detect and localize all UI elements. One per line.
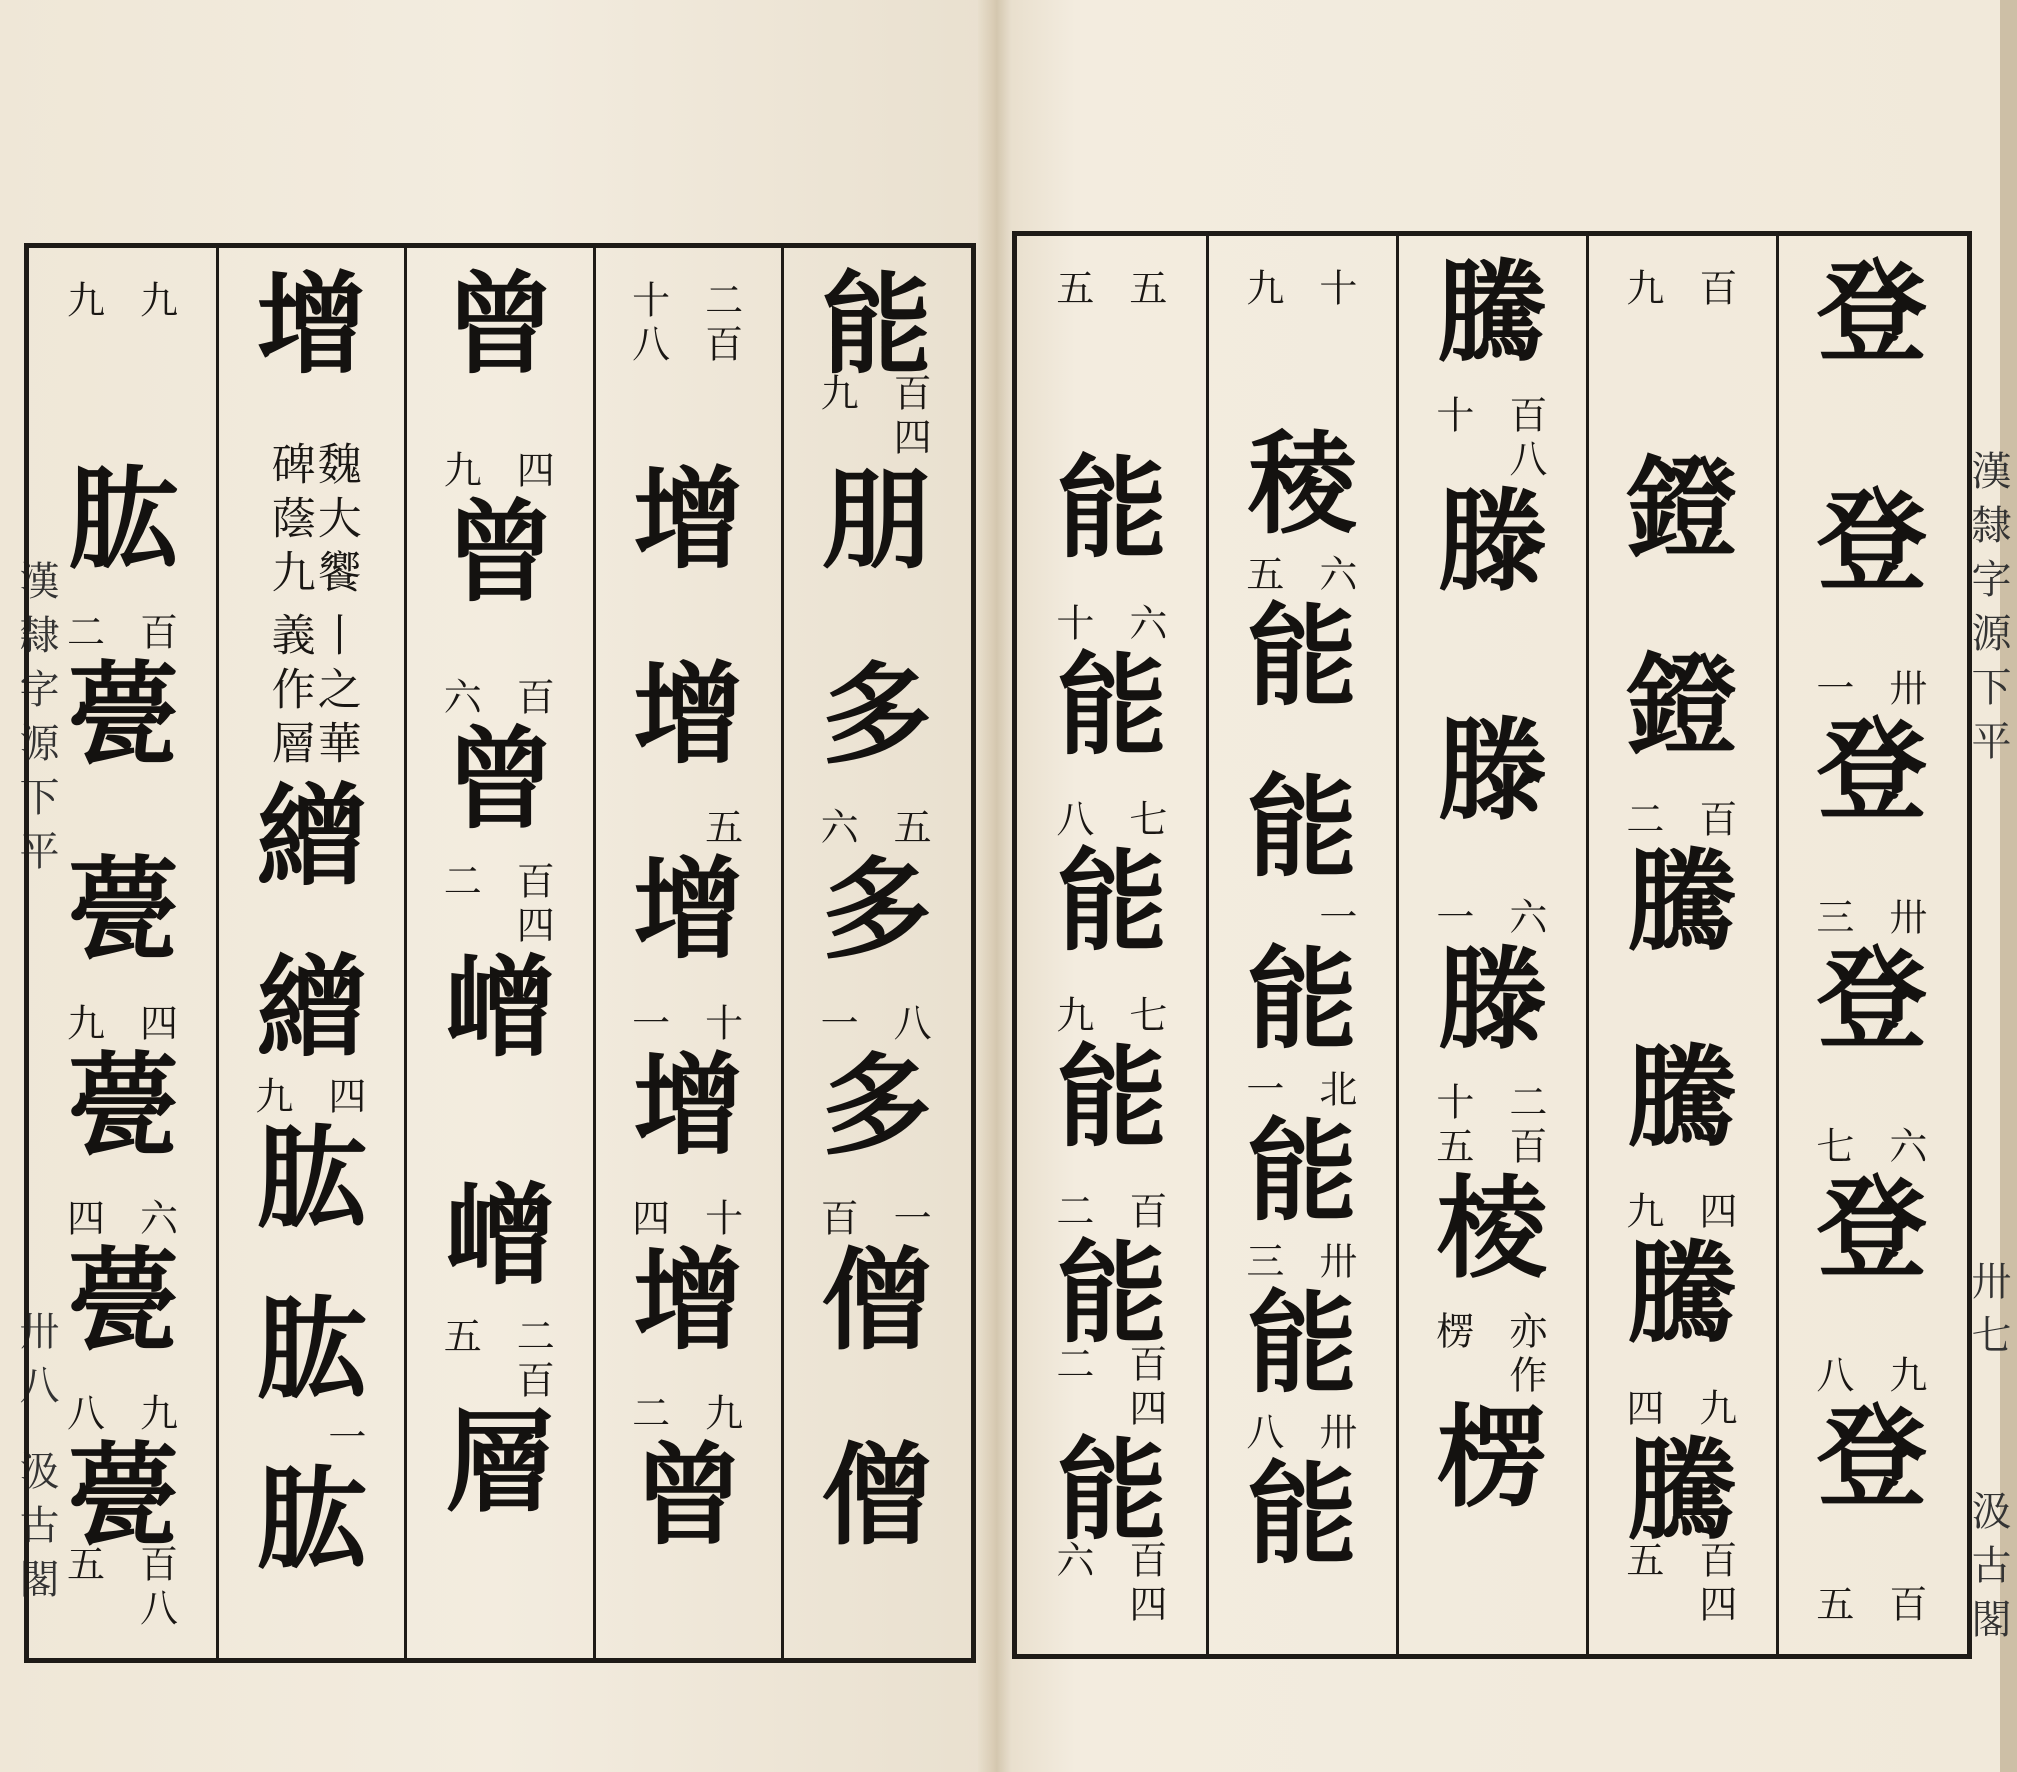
- entry: [406, 943, 594, 1181]
- annotation-text: 四: [1619, 1387, 1664, 1432]
- annotation-text: 六: [1502, 897, 1547, 941]
- entry: [1587, 258, 1777, 454]
- text-column: [406, 260, 594, 1636]
- glyph-character: 能: [1057, 836, 1167, 966]
- entry: [217, 1113, 405, 1295]
- entry: [783, 845, 971, 1050]
- source-annotation: [432, 1316, 560, 1404]
- annotation-text: 九: [698, 1392, 743, 1437]
- annotation-text: 二: [60, 612, 105, 657]
- glyph-character: 增: [256, 260, 367, 389]
- glyph-character: 增: [633, 455, 744, 585]
- source-annotation: [1045, 603, 1173, 647]
- annotation-text: 卅: [1882, 897, 1927, 941]
- annotation-text: 百四: [1122, 1343, 1167, 1432]
- glyph-character: 肱: [256, 1284, 367, 1414]
- entry: [1587, 836, 1777, 1043]
- glyph-character: 能: [1247, 1278, 1357, 1408]
- annotation-text: 五: [887, 807, 932, 852]
- glyph-character: 曾: [444, 487, 555, 617]
- annotation-text: 一: [1239, 1068, 1284, 1113]
- left-publisher: 汲古閣: [13, 1450, 59, 1612]
- source-annotation: [1235, 1241, 1363, 1285]
- glyph-character: 登: [1817, 477, 1927, 606]
- annotation-text: 百四: [510, 860, 555, 949]
- annotation-text: 八: [1809, 1355, 1854, 1399]
- entry: [783, 260, 971, 465]
- annotation-text: 六: [1312, 553, 1357, 598]
- annotation-text: 五: [1809, 1584, 1854, 1628]
- annotation-text: 六: [133, 1197, 178, 1242]
- entry: [783, 650, 971, 855]
- glyph-character: 增: [633, 1235, 744, 1365]
- source-annotation: [1425, 1082, 1553, 1170]
- annotation-text: 一: [887, 1197, 932, 1242]
- entry: [1587, 1033, 1777, 1239]
- source-annotation: [55, 1544, 183, 1632]
- entry: [594, 650, 782, 855]
- entry: [217, 772, 405, 953]
- entry: [1587, 1425, 1777, 1632]
- left-folio: 卅八: [13, 1310, 59, 1418]
- source-annotation: [1425, 395, 1553, 483]
- annotation-text: 十: [1049, 602, 1094, 647]
- annotation-text: 百: [814, 1197, 859, 1242]
- left-page-frame: [24, 243, 976, 1663]
- annotation-text: 三: [1239, 1240, 1284, 1285]
- annotation-text: 百: [510, 677, 555, 722]
- entry: [1777, 935, 1967, 1174]
- glyph-character: 多: [821, 1040, 932, 1170]
- entry: [594, 1235, 782, 1441]
- annotation-text: 七: [1809, 1126, 1854, 1170]
- glyph-character: 肱: [256, 1113, 367, 1243]
- annotation-text: 百: [133, 612, 178, 657]
- glyph-character: 能: [1247, 1106, 1357, 1236]
- text-column: [1397, 248, 1587, 1632]
- entry: [1017, 444, 1207, 650]
- entry: [1777, 1393, 1967, 1632]
- annotation-text: 九: [1619, 268, 1664, 312]
- annotation-text: 四: [321, 1075, 366, 1120]
- entry: [1017, 836, 1207, 1043]
- annotation-text: 一: [1312, 897, 1357, 941]
- glyph-character: 騰: [1627, 1425, 1737, 1555]
- glyph-character: 稜: [1247, 419, 1357, 549]
- annotation-text: 四: [133, 1002, 178, 1047]
- entry: [406, 1398, 594, 1636]
- source-annotation: [809, 373, 937, 461]
- entry: [594, 845, 782, 1050]
- glyph-character: 登: [1817, 1393, 1927, 1522]
- annotation-text: 二: [437, 860, 482, 905]
- annotation-text: 十: [698, 1002, 743, 1047]
- annotation-text: 四: [60, 1197, 105, 1242]
- glyph-character: 能: [1247, 763, 1357, 893]
- glyph-character: 鐙: [1627, 640, 1737, 770]
- annotation-text: 七: [1122, 798, 1167, 843]
- entry: [1017, 1425, 1207, 1632]
- entry: [1207, 1106, 1397, 1289]
- annotation-text: 九: [1619, 1191, 1664, 1236]
- annotation-text: 二: [1049, 1191, 1094, 1236]
- text-column: [783, 260, 971, 1636]
- glyph-character: 曾: [444, 715, 555, 845]
- text-column: [1777, 248, 1967, 1632]
- glyph-character: 騰: [1627, 1229, 1737, 1359]
- annotation-text: 一: [321, 1417, 366, 1462]
- annotation-text: 百八: [1502, 395, 1547, 483]
- glyph-character: 繒: [256, 772, 367, 902]
- entry: [1017, 258, 1207, 454]
- glyph-character: 滕: [1437, 706, 1547, 835]
- annotation-text: 五: [60, 1543, 105, 1588]
- entry: [1777, 477, 1967, 716]
- glyph-character: 朋: [821, 455, 932, 585]
- entry: [29, 650, 217, 855]
- annotation-text: 四: [510, 449, 555, 494]
- entry: [594, 1430, 782, 1636]
- glyph-character: 肱: [68, 455, 179, 585]
- annotation-text: 百八: [133, 1543, 178, 1632]
- glyph-character: 僧: [821, 1235, 932, 1365]
- entry: [1207, 763, 1397, 945]
- glyph-character: 增: [633, 845, 744, 975]
- source-annotation: [1615, 1540, 1743, 1628]
- glyph-character: 騰: [1437, 248, 1547, 377]
- annotation-text: 六: [1049, 1539, 1094, 1584]
- entry: [217, 1284, 405, 1466]
- source-annotation: [621, 1003, 749, 1047]
- annotation-text: 百: [1692, 268, 1737, 312]
- entry: [217, 441, 405, 612]
- annotation-text: 五: [1122, 268, 1167, 312]
- glyph-character: 能: [821, 260, 932, 389]
- entry: [1397, 1393, 1587, 1632]
- annotation-text: 九: [1882, 1355, 1927, 1399]
- annotation-text: 九: [1692, 1387, 1737, 1432]
- glyph-character: 登: [1817, 1164, 1927, 1293]
- right-page-frame: [1012, 231, 1972, 1659]
- annotation-text: 十八: [625, 280, 670, 368]
- source-annotation: [809, 1003, 937, 1047]
- glyph-character: 肱: [256, 1455, 367, 1585]
- entry: [1587, 444, 1777, 650]
- annotation-text: 百: [1692, 798, 1737, 843]
- glyph-character: 嶒: [444, 943, 555, 1072]
- annotation-text: 七: [1122, 995, 1167, 1040]
- glyph-character: 甍: [68, 845, 179, 975]
- glyph-character: 鐙: [1627, 444, 1737, 574]
- glyph-character: 能: [1057, 1229, 1167, 1359]
- glyph-character: 登: [1817, 935, 1927, 1064]
- entry: [1777, 1164, 1967, 1403]
- annotation-text: 百: [1122, 1191, 1167, 1236]
- book-gutter: [978, 0, 1012, 1772]
- annotation-text: 九: [248, 1075, 293, 1120]
- source-annotation: [55, 1003, 183, 1047]
- annotation-text: 百四: [887, 373, 932, 462]
- entry: [1207, 591, 1397, 774]
- annotation-text: 六: [814, 807, 859, 852]
- annotation-text: 二: [1049, 1343, 1094, 1388]
- annotation-text: 二百: [510, 1316, 555, 1405]
- annotation-text: 一: [1429, 897, 1474, 941]
- annotation-text: 四: [625, 1197, 670, 1242]
- entry: [1207, 1278, 1397, 1461]
- annotation-text: 百四: [1692, 1539, 1737, 1628]
- annotation-text: 六: [437, 677, 482, 722]
- entry: [29, 455, 217, 660]
- annotation-text: 一: [1809, 668, 1854, 712]
- annotation-text: 六: [1882, 1126, 1927, 1170]
- glyph-character: 能: [1057, 444, 1167, 574]
- annotation-text: 五: [437, 1316, 482, 1361]
- text-column: [1017, 258, 1207, 1632]
- annotation-text: 九: [60, 280, 105, 324]
- entry: [406, 487, 594, 726]
- glyph-character: 能: [1057, 1033, 1167, 1163]
- glyph-character: 多: [821, 845, 932, 975]
- annotation-text: 卅: [1312, 1240, 1357, 1285]
- right-margin-title: 漢隸字源下平: [1965, 450, 2011, 774]
- entry: [783, 1040, 971, 1246]
- glyph-character: 登: [1817, 706, 1927, 835]
- annotation-text: 卅: [1312, 1412, 1357, 1457]
- glyph-character: 能: [1057, 1425, 1167, 1555]
- entry: [406, 715, 594, 953]
- entry: [1397, 248, 1587, 487]
- entry: [1207, 258, 1397, 430]
- entry: [29, 1430, 217, 1636]
- glyph-character: 增: [633, 650, 744, 780]
- glyph-character: 多: [821, 650, 932, 780]
- annotation-text: 五: [698, 807, 743, 852]
- annotation-text: 九: [1239, 268, 1284, 312]
- annotation-text: 四: [1692, 1191, 1737, 1236]
- glyph-character: 曾: [633, 1430, 744, 1560]
- entry: [1587, 640, 1777, 847]
- entry: [1397, 1164, 1587, 1403]
- glyph-character: 繒: [256, 943, 367, 1072]
- entry: [1397, 706, 1587, 945]
- entry: [29, 1235, 217, 1441]
- annotation-text: 五: [1049, 268, 1094, 312]
- right-publisher: 汲古閣: [1965, 1490, 2011, 1652]
- source-annotation: [1235, 268, 1363, 312]
- entry: [1397, 935, 1587, 1174]
- annotation-text: 三: [1809, 897, 1854, 941]
- annotation-text: 八: [1239, 1412, 1284, 1457]
- text-column: [594, 270, 782, 1636]
- note-text: 丨之華義作層: [263, 611, 361, 774]
- entry: [217, 1455, 405, 1636]
- entry: [1397, 477, 1587, 716]
- annotation-text: 楞: [1429, 1311, 1474, 1355]
- annotation-text: 十: [1429, 395, 1474, 439]
- source-annotation: [1045, 1540, 1173, 1628]
- annotation-text: 八: [887, 1002, 932, 1047]
- annotation-text: 百四: [1122, 1539, 1167, 1628]
- entry: [1207, 419, 1397, 602]
- annotation-text: 百: [1882, 1584, 1927, 1628]
- note-text: 魏大饗碑蔭九: [263, 440, 361, 603]
- annotation-text: 九: [814, 373, 859, 418]
- annotation-text: 十五: [1429, 1082, 1474, 1170]
- text-column: [217, 260, 405, 1636]
- annotation-text: 五: [1619, 1539, 1664, 1584]
- glyph-character: 滕: [1437, 477, 1547, 606]
- source-annotation: [432, 861, 560, 949]
- glyph-character: 嶒: [444, 1170, 555, 1300]
- source-annotation: [1805, 1584, 1933, 1628]
- entry: [1777, 248, 1967, 487]
- glyph-character: 登: [1817, 248, 1927, 377]
- entry: [1207, 1450, 1397, 1632]
- entry: [783, 1235, 971, 1441]
- glyph-character: 能: [1057, 640, 1167, 770]
- entry: [594, 455, 782, 660]
- glyph-character: 棱: [1437, 1164, 1547, 1293]
- entry: [1777, 706, 1967, 945]
- annotation-text: 一: [625, 1002, 670, 1047]
- annotation-text: 二百: [1502, 1082, 1547, 1170]
- entry: [406, 260, 594, 498]
- entry: [783, 455, 971, 660]
- annotation-text: 五: [1239, 553, 1284, 598]
- source-annotation: [1235, 554, 1363, 598]
- annotation-text: 十: [698, 1197, 743, 1242]
- annotation-text: 八: [60, 1392, 105, 1437]
- source-annotation: [1425, 1311, 1553, 1399]
- glyph-character: 增: [633, 1040, 744, 1170]
- annotation-text: 亦作: [1502, 1311, 1547, 1399]
- annotation-text: 二百: [698, 280, 743, 368]
- glyph-character: 僧: [821, 1430, 932, 1560]
- entry: [594, 1040, 782, 1246]
- glyph-character: 甍: [68, 1235, 179, 1365]
- entry: [1017, 1229, 1207, 1435]
- glyph-character: 楞: [1437, 1393, 1547, 1522]
- annotation-text: 卅: [1882, 668, 1927, 712]
- entry: [1017, 1033, 1207, 1239]
- annotation-text: 九: [133, 1392, 178, 1437]
- glyph-character: 能: [1247, 1450, 1357, 1580]
- source-annotation: [1615, 268, 1743, 312]
- annotation-text: 九: [60, 1002, 105, 1047]
- entry: [594, 270, 782, 465]
- left-margin-title: 漢隸字源下平: [13, 560, 59, 884]
- glyph-character: 騰: [1627, 1033, 1737, 1163]
- glyph-character: 甍: [68, 1430, 179, 1560]
- source-annotation: [55, 280, 183, 324]
- annotation-text: 九: [1049, 995, 1094, 1040]
- glyph-character: 騰: [1627, 836, 1737, 966]
- text-column: [1207, 258, 1397, 1632]
- right-folio: 卅七: [1965, 1260, 2011, 1368]
- entry: [1587, 1229, 1777, 1435]
- annotation-text: 北: [1312, 1068, 1357, 1113]
- text-column: [1587, 258, 1777, 1632]
- glyph-character: 層: [444, 1398, 555, 1528]
- glyph-character: 能: [1247, 591, 1357, 721]
- text-column: [29, 270, 217, 1636]
- entry: [29, 1040, 217, 1246]
- annotation-text: 二: [1619, 798, 1664, 843]
- annotation-text: 九: [437, 449, 482, 494]
- annotation-text: 十: [1312, 268, 1357, 312]
- entry: [783, 1430, 971, 1636]
- annotation-text: 六: [1122, 602, 1167, 647]
- source-annotation: [1045, 268, 1173, 312]
- entry: [217, 612, 405, 783]
- entry: [406, 1170, 594, 1409]
- entry: [217, 943, 405, 1124]
- source-annotation: [1045, 1344, 1173, 1432]
- glyph-character: 滕: [1437, 935, 1547, 1064]
- glyph-character: 曾: [444, 260, 555, 389]
- entry: [29, 270, 217, 465]
- glyph-character: 能: [1247, 935, 1357, 1064]
- source-annotation: [621, 280, 749, 368]
- annotation-text: 一: [814, 1002, 859, 1047]
- annotation-text: 八: [1049, 798, 1094, 843]
- entry: [1017, 640, 1207, 847]
- entry: [1207, 935, 1397, 1117]
- glyph-character: 甍: [68, 650, 179, 780]
- annotation-text: 二: [625, 1392, 670, 1437]
- entry: [29, 845, 217, 1050]
- entry: [217, 260, 405, 441]
- glyph-character: 甍: [68, 1040, 179, 1170]
- annotation-text: 九: [133, 280, 178, 324]
